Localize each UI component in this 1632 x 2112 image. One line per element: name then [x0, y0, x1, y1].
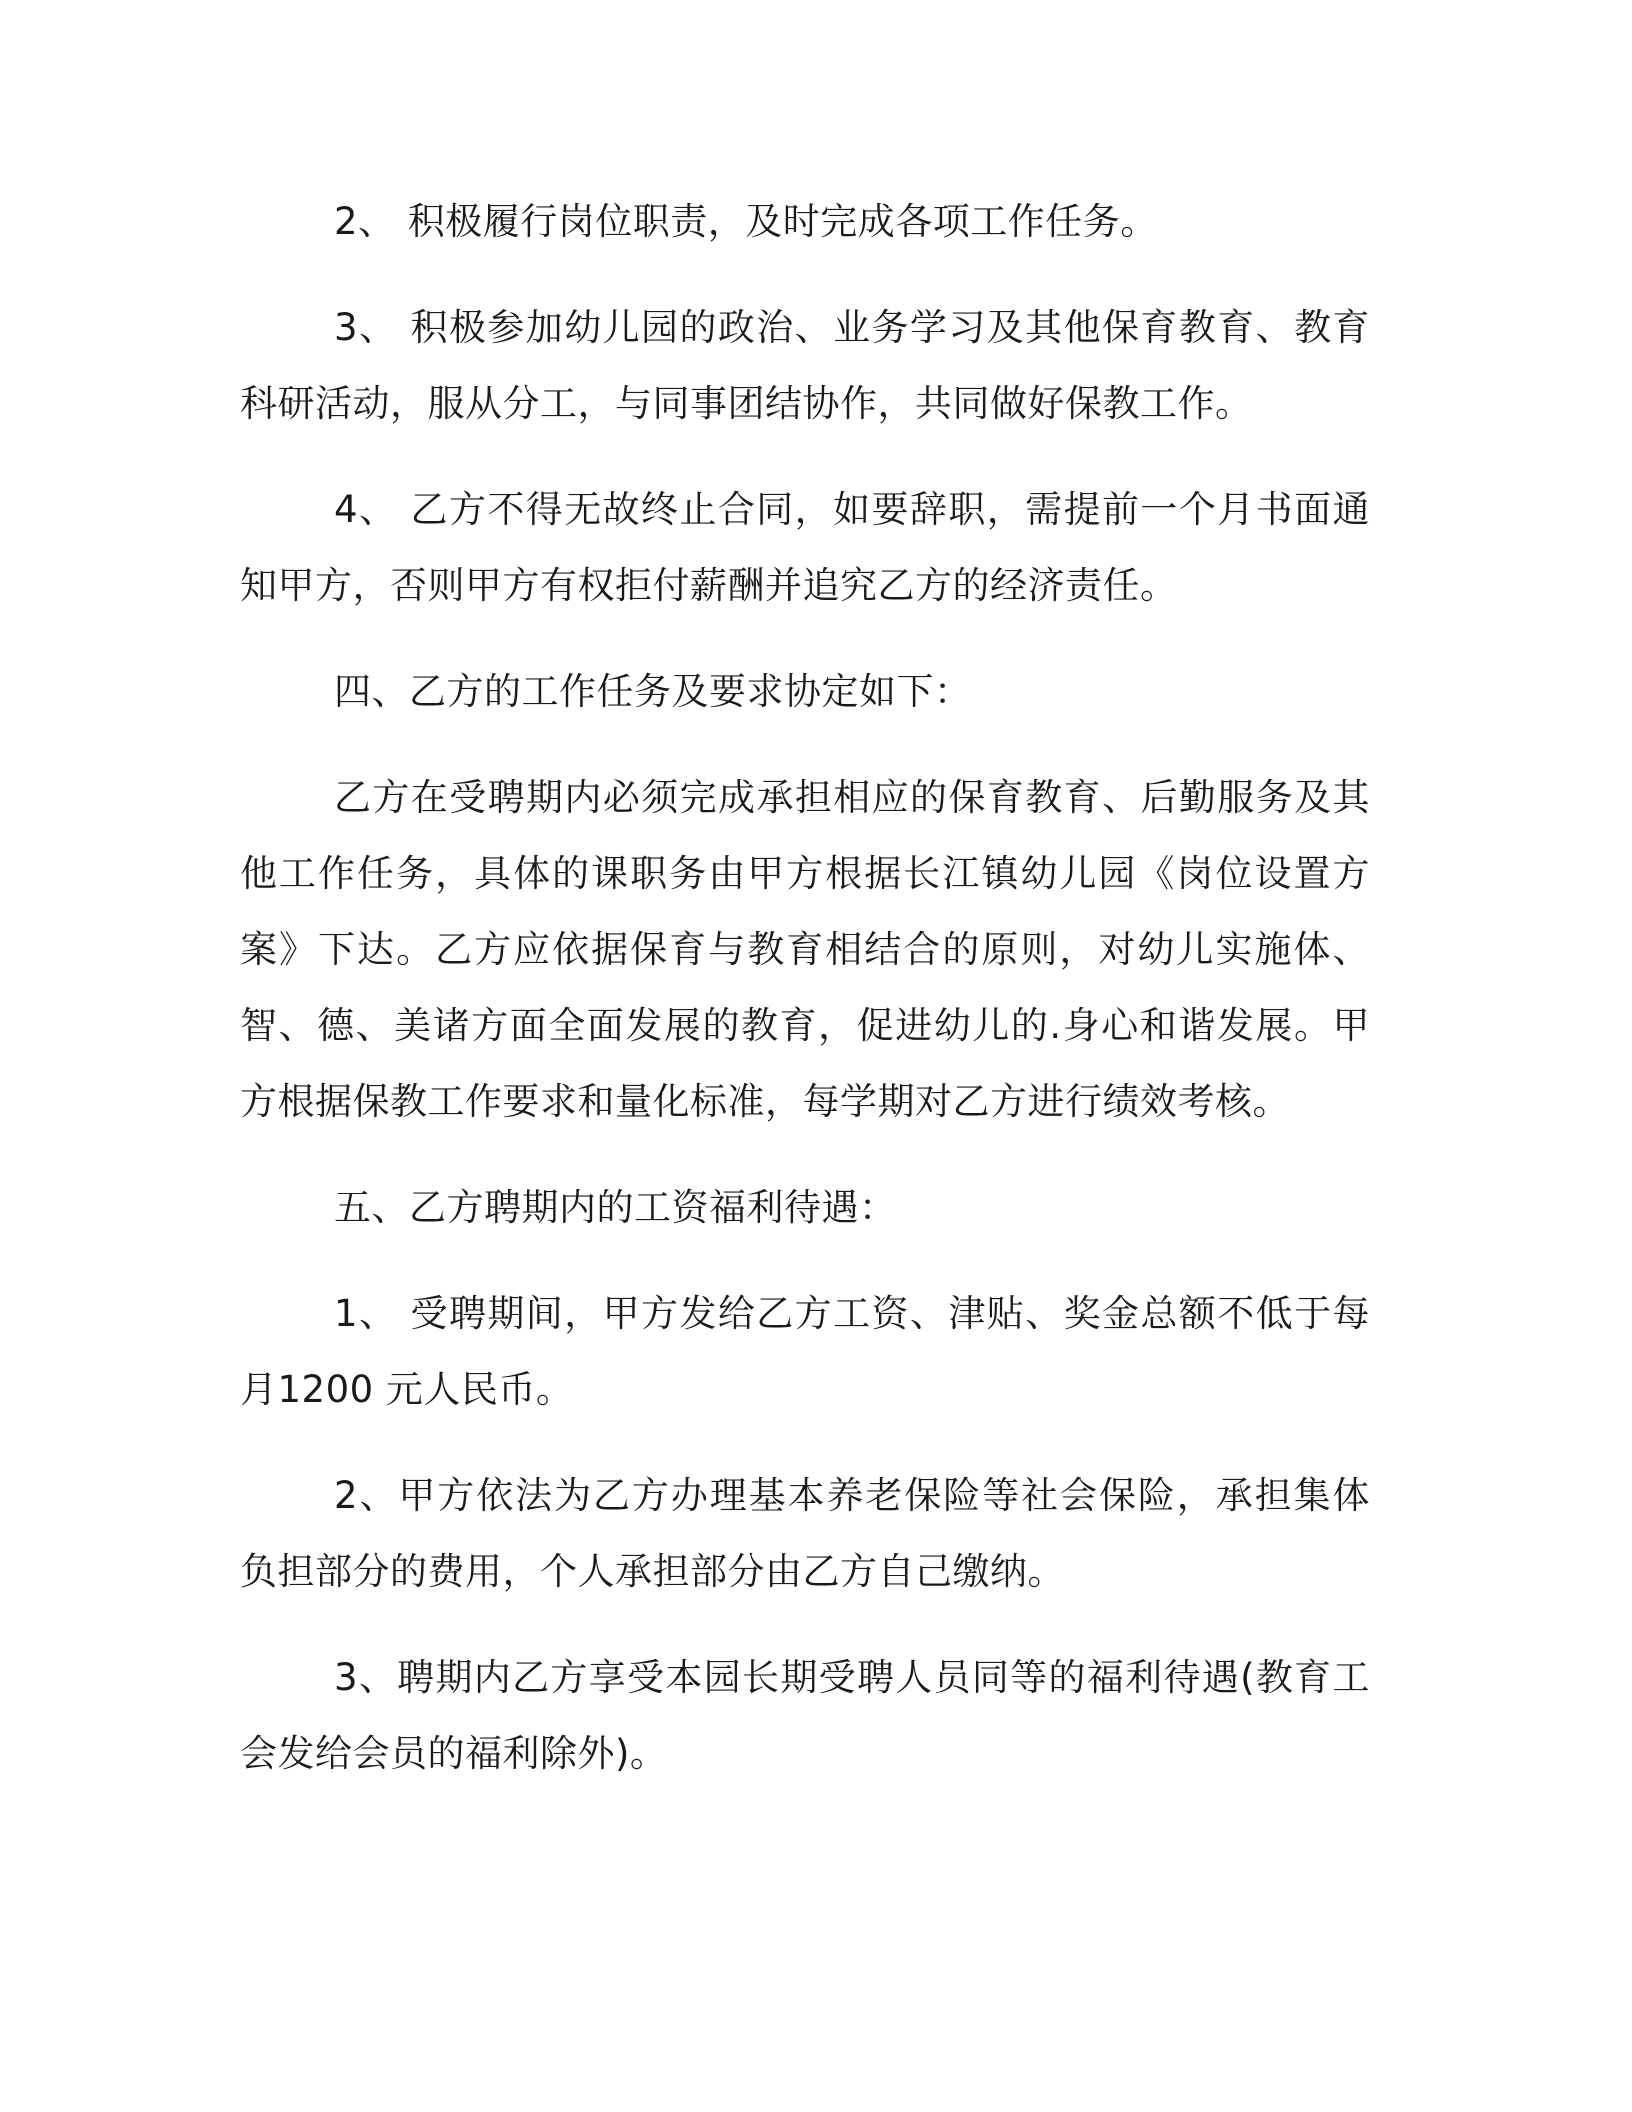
section-heading-four: 四、乙方的工作任务及要求协定如下： [334, 670, 972, 713]
paragraph-duty-3: 3、 积极参加幼儿园的政治、业务学习及其他保育教育、教育科研活动，服从分工，与同事团结协作，共同做好保教工作。 [240, 306, 1370, 425]
paragraph-duty-2: 2、 积极履行岗位职责，及时完成各项工作任务。 [334, 200, 1158, 243]
paragraph-insurance-2: 2、甲方依法为乙方办理基本养老保险等社会保险，承担集体负担部分的费用，个人承担部分由乙方自己缴纳。 [240, 1474, 1370, 1593]
paragraph-duty-4: 4、 乙方不得无故终止合同，如要辞职，需提前一个月书面通知甲方，否则甲方有权拒付薪酬并追究乙方的经济责任。 [240, 488, 1370, 607]
section-heading-five: 五、乙方聘期内的工资福利待遇： [334, 1186, 897, 1229]
paragraph-work-tasks: 乙方在受聘期内必须完成承担相应的保育教育、后勤服务及其他工作任务，具体的课职务由甲方根据长江镇幼儿园《岗位设置方案》下达。乙方应依据保育与教育相结合的原则，对幼儿实施体、智、德、美诸方面全面发展的教育，促进幼儿的.身心和谐发展。甲方根据保教工作要求和量化标准，每学期对乙方进行绩效考核。 [240, 776, 1370, 1123]
document-body [240, 184, 1370, 1822]
paragraph-salary-1: 1、 受聘期间，甲方发给乙方工资、津贴、奖金总额不低于每月1200 元人民币。 [240, 1292, 1370, 1411]
paragraph-welfare-3: 3、聘期内乙方享受本园长期受聘人员同等的福利待遇(教育工会发给会员的福利除外)。 [240, 1656, 1370, 1775]
